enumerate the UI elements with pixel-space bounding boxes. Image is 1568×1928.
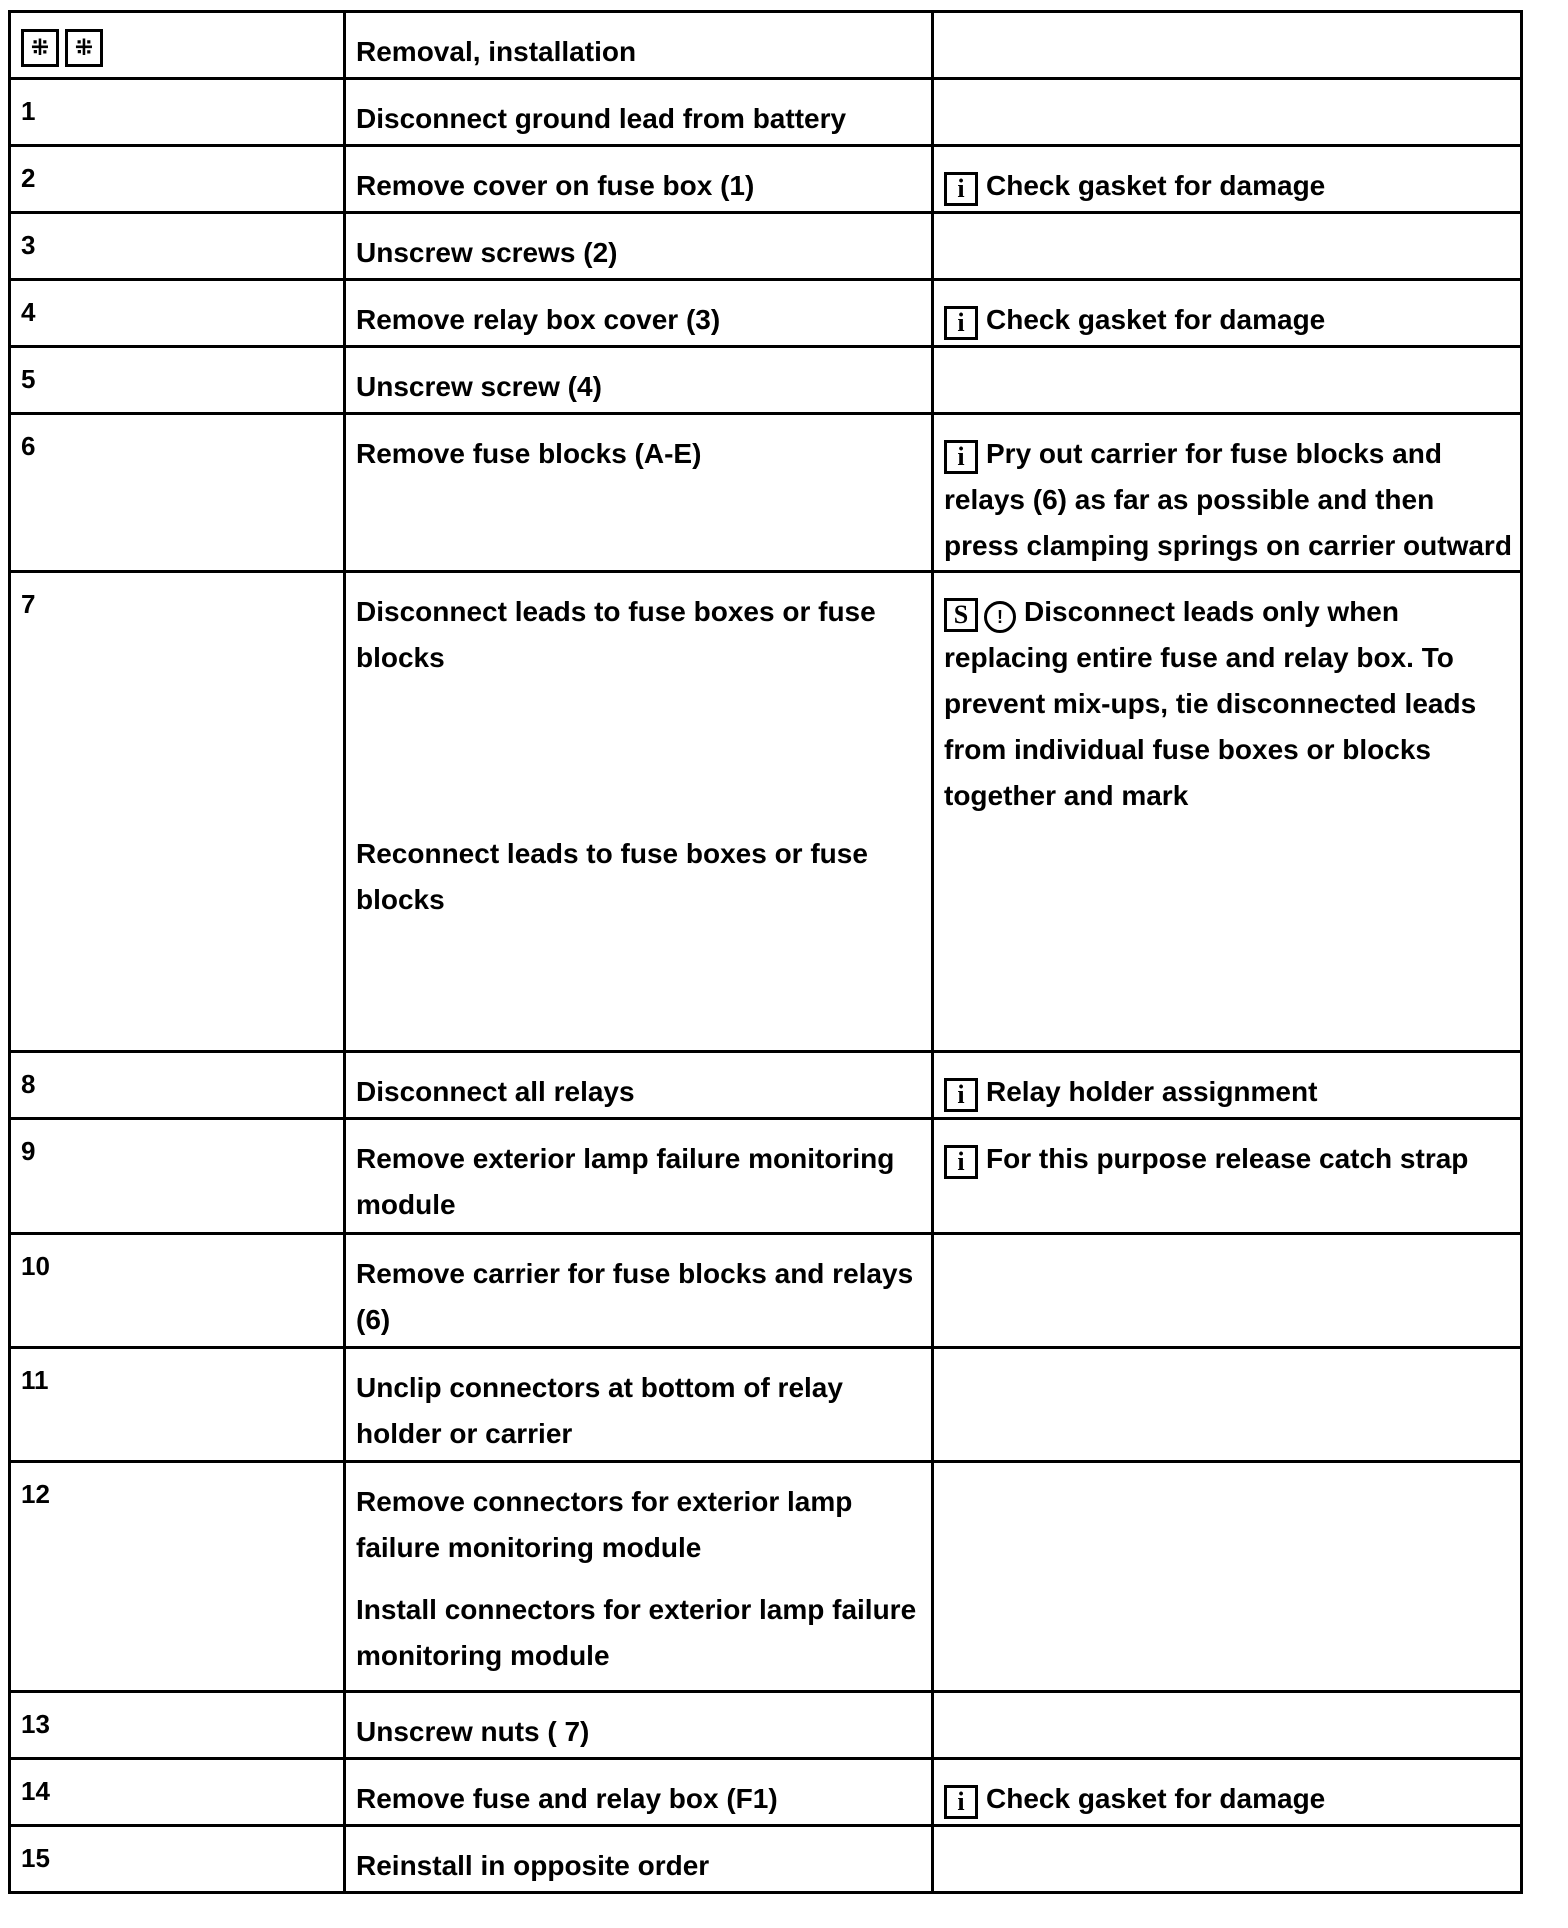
tools-icon-2: ⁜ <box>65 29 103 67</box>
table-row <box>8 415 1523 573</box>
step-action: Unclip connectors at bottom of relay holder or carrier <box>346 1349 934 1460</box>
procedure-table <box>8 10 1523 1894</box>
step-note: i Relay holder assignment <box>934 1053 1520 1117</box>
info-icon: i <box>944 306 978 340</box>
step-number: 7 <box>11 573 346 1050</box>
step-action: Remove exterior lamp failure monitoring module <box>346 1120 934 1232</box>
info-icon: i <box>944 172 978 206</box>
step-note <box>934 80 1520 144</box>
step-number: 13 <box>11 1693 346 1757</box>
step-number: 5 <box>11 348 346 412</box>
table-row <box>8 147 1523 214</box>
step-number: 11 <box>11 1349 346 1460</box>
step-number: 12 <box>11 1463 346 1690</box>
table-row <box>8 1349 1523 1463</box>
step-action: Disconnect ground lead from battery <box>346 80 934 144</box>
step-action: Remove fuse and relay box (F1) <box>346 1760 934 1824</box>
step-action: Unscrew screw (4) <box>346 348 934 412</box>
step-action: Disconnect all relays <box>346 1053 934 1117</box>
table-row <box>8 1120 1523 1235</box>
step-note <box>934 348 1520 412</box>
header-notes-cell <box>934 13 1520 77</box>
info-icon: i <box>944 1078 978 1112</box>
step-note <box>934 1463 1520 1690</box>
step-number: 14 <box>11 1760 346 1824</box>
step-action: Remove fuse blocks (A-E) <box>346 415 934 570</box>
step-number: 9 <box>11 1120 346 1232</box>
step-action: Disconnect leads to fuse boxes or fuse blocks Reconnect leads to fuse boxes or fuse blocks <box>346 573 934 1050</box>
header-row <box>8 10 1523 80</box>
table-row <box>8 1235 1523 1349</box>
step-note: i Check gasket for damage <box>934 147 1520 211</box>
step-action: Unscrew screws (2) <box>346 214 934 278</box>
table-row <box>8 214 1523 281</box>
step-number: 2 <box>11 147 346 211</box>
info-icon: i <box>944 440 978 474</box>
step-note: i Check gasket for damage <box>934 1760 1520 1824</box>
step-action: Remove connectors for exterior lamp failure monitoring module Install connectors for exterior lamp failure monitoring module <box>346 1463 934 1690</box>
table-row <box>8 1693 1523 1760</box>
step-action: Remove carrier for fuse blocks and relays (6) <box>346 1235 934 1346</box>
step-number: 15 <box>11 1827 346 1891</box>
step-note: i Check gasket for damage <box>934 281 1520 345</box>
step-note <box>934 1235 1520 1346</box>
step-note: i Pry out carrier for fuse blocks and relays (6) as far as possible and then press clamping springs on carrier outward <box>944 438 1512 561</box>
step-note: S ! Disconnect leads only when replacing entire fuse and relay box. To prevent mix-ups, tie disconnected leads from individual fuse boxes or blocks together and mark <box>944 596 1477 811</box>
step-note <box>934 1349 1520 1460</box>
step-action: Reinstall in opposite order <box>346 1827 934 1891</box>
step-number: 10 <box>11 1235 346 1346</box>
step-number: 3 <box>11 214 346 278</box>
step-number: 8 <box>11 1053 346 1117</box>
caution-icon: ! <box>984 601 1016 633</box>
table-row <box>8 573 1523 1053</box>
step-number: 4 <box>11 281 346 345</box>
step-note <box>934 214 1520 278</box>
step-note <box>934 1827 1520 1891</box>
header-icons-cell <box>11 13 346 77</box>
step-number: 6 <box>11 415 346 570</box>
info-icon: i <box>944 1145 978 1179</box>
step-number: 1 <box>11 80 346 144</box>
special-tool-icon: S <box>944 598 978 632</box>
table-row <box>8 1463 1523 1693</box>
step-note: i For this purpose release catch strap <box>934 1120 1520 1232</box>
step-action: Remove cover on fuse box (1) <box>346 147 934 211</box>
table-row <box>8 1053 1523 1120</box>
step-action: Remove relay box cover (3) <box>346 281 934 345</box>
table-row <box>8 1827 1523 1894</box>
table-row <box>8 1760 1523 1827</box>
table-row <box>8 80 1523 147</box>
step-action: Unscrew nuts ( 7) <box>346 1693 934 1757</box>
table-row <box>8 348 1523 415</box>
header-title: Removal, installation <box>346 13 934 77</box>
info-icon: i <box>944 1785 978 1819</box>
table-row <box>8 281 1523 348</box>
tools-icon: ⁜ <box>21 29 59 67</box>
step-note <box>934 1693 1520 1757</box>
